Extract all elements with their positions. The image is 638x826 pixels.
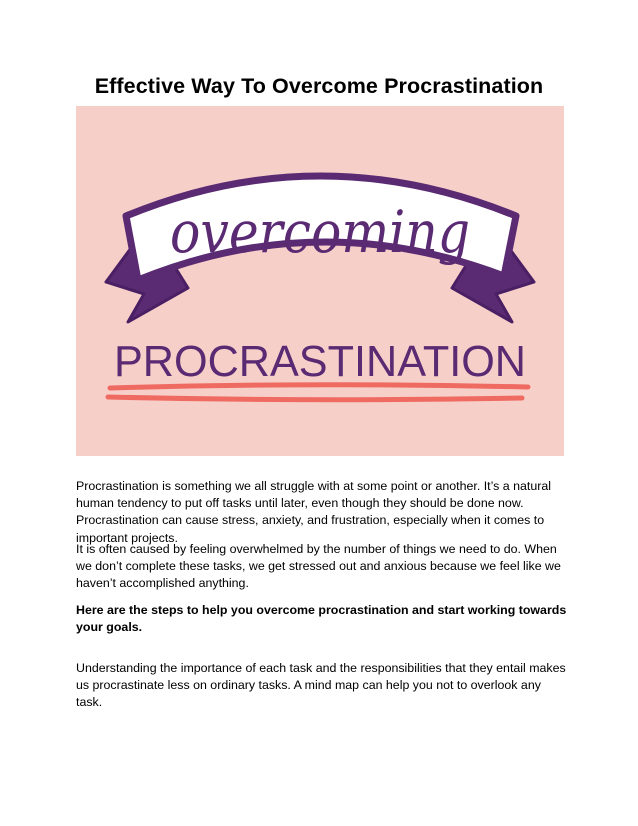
hero-illustration: [76, 106, 564, 456]
steps-heading: Here are the steps to help you overcome procrastination and start working towards your goals.: [76, 603, 567, 635]
page-title: Effective Way To Overcome Procrastination: [94, 74, 544, 98]
intro-paragraph: Procrastination is something we all struggle with at some point or another. It’s a natural human tendency to put off tasks until later, even though they should be done now. Procrastination can cause stress, anxiety, and frustration, especially when it comes to important projects.: [76, 479, 551, 545]
headline-word: PROCRASTINATION: [114, 337, 526, 386]
task-importance-paragraph: Understanding the importance of each task and the responsibilities that they entail makes us procrastinate less on ordinary tasks. A mind map can help you not to overlook any task.: [76, 661, 566, 710]
banner-word: overcoming: [170, 198, 470, 266]
underline-stroke-bottom: [108, 397, 522, 400]
cause-paragraph: It is often caused by feeling overwhelmed by the number of things we need to do. When we don’t complete these tasks, we get stressed out and anxious because we feel like we haven’t accomplished anything.: [76, 542, 561, 591]
